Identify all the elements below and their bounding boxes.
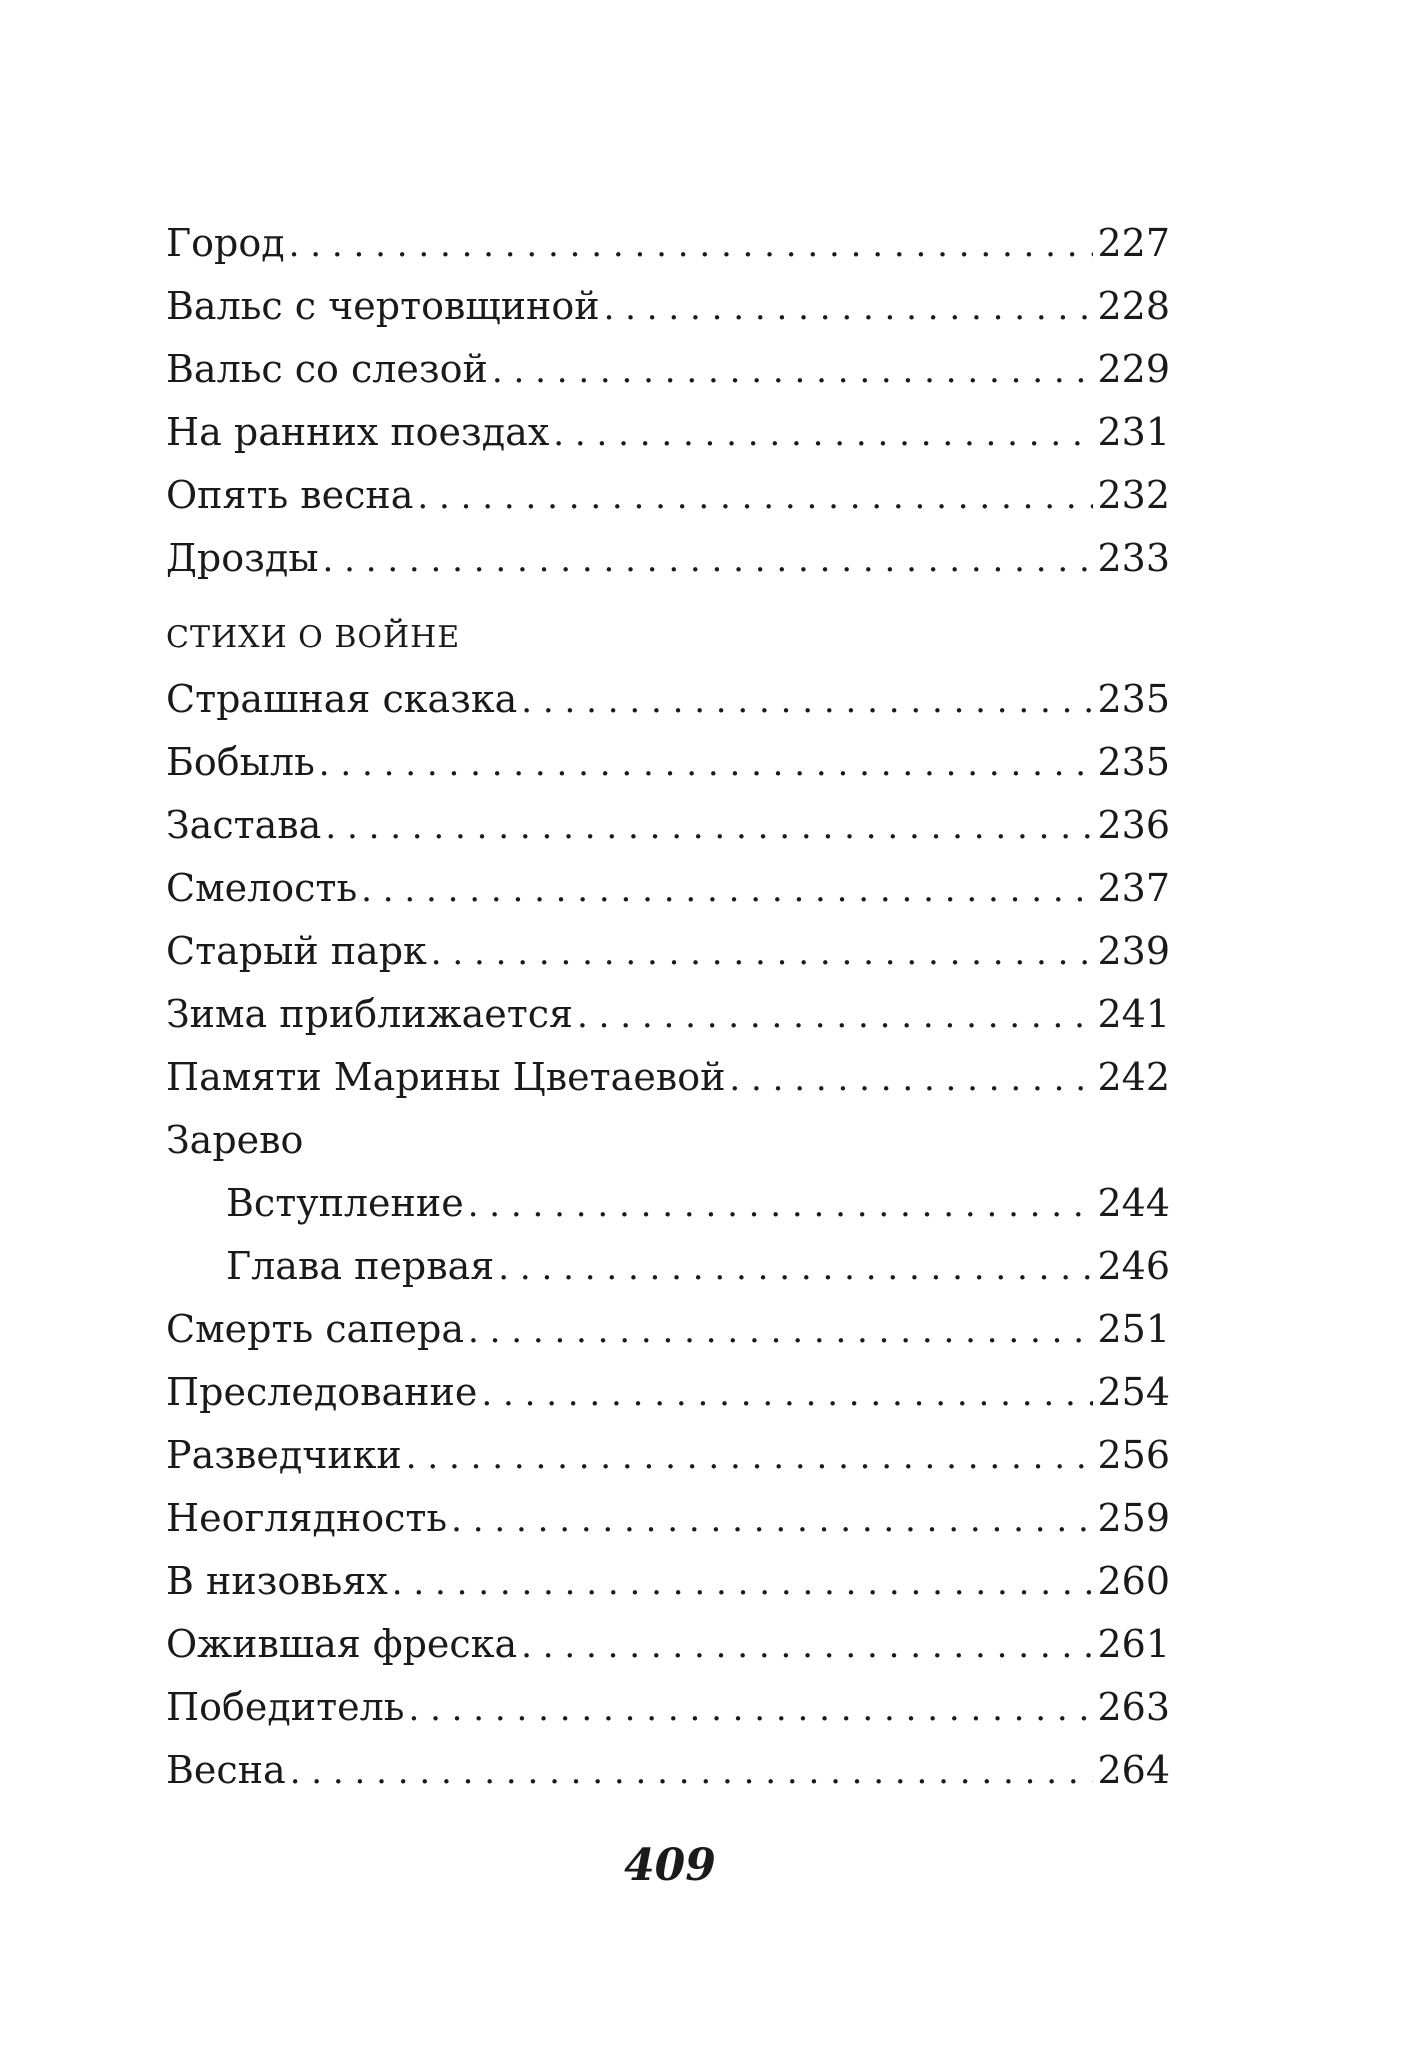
toc-entry xyxy=(166,1046,1170,1109)
dot-leader xyxy=(325,796,1093,859)
toc-entry xyxy=(166,464,1170,527)
toc-entry-page: 241 xyxy=(1097,992,1170,1036)
toc-entry-page: 256 xyxy=(1097,1433,1170,1477)
dot-leader xyxy=(481,1363,1093,1426)
toc-entry-title: В низовьях xyxy=(166,1559,388,1603)
toc-subentry xyxy=(166,1172,1170,1235)
dot-leader xyxy=(289,214,1094,277)
toc-entry-title: Вступление xyxy=(226,1181,464,1225)
dot-leader xyxy=(604,277,1094,340)
toc-entry-page: 235 xyxy=(1097,677,1170,721)
toc-entry xyxy=(166,275,1170,338)
toc-entry xyxy=(166,527,1170,590)
dot-leader xyxy=(319,733,1094,796)
page-number: 409 xyxy=(624,1840,716,1891)
toc-entry-title: Вальс со слезой xyxy=(166,347,488,391)
toc-entry xyxy=(166,857,1170,920)
toc-entry xyxy=(166,1487,1170,1550)
toc-entry-page: 242 xyxy=(1097,1055,1170,1099)
dot-leader xyxy=(406,1426,1094,1489)
dot-leader xyxy=(729,1048,1093,1111)
toc-entry-page: 233 xyxy=(1097,536,1170,580)
toc-entry-page: 232 xyxy=(1097,473,1170,517)
toc-entry-title: Бобыль xyxy=(166,740,315,784)
toc-entry-page: 227 xyxy=(1097,221,1170,265)
toc-entry xyxy=(166,212,1170,275)
toc-entry-page: 236 xyxy=(1097,803,1170,847)
toc-entry-title: Неоглядность xyxy=(166,1496,448,1540)
dot-leader xyxy=(408,1678,1093,1741)
toc-entry-title: На ранних поездах xyxy=(166,410,550,454)
toc-entry xyxy=(166,983,1170,1046)
dot-leader xyxy=(322,529,1093,592)
toc-entry xyxy=(166,1613,1170,1676)
toc-entry-page: 235 xyxy=(1097,740,1170,784)
toc-entry-title: Памяти Марины Цветаевой xyxy=(166,1055,726,1099)
toc-entry-page: 259 xyxy=(1097,1496,1170,1540)
dot-leader xyxy=(468,1300,1093,1363)
toc-entry-title: Разведчики xyxy=(166,1433,402,1477)
dot-leader xyxy=(577,985,1093,1048)
toc-entry-title: Страшная сказка xyxy=(166,677,518,721)
toc-entry-title: Ожившая фреска xyxy=(166,1622,518,1666)
dot-leader xyxy=(553,403,1093,466)
toc-entry-page: 251 xyxy=(1097,1307,1170,1351)
toc-entry-page: 254 xyxy=(1097,1370,1170,1414)
dot-leader xyxy=(498,1237,1093,1300)
toc-entry xyxy=(166,731,1170,794)
table-of-contents xyxy=(166,212,1170,1802)
dot-leader xyxy=(290,1741,1094,1804)
toc-entry-page: 246 xyxy=(1097,1244,1170,1288)
toc-entry xyxy=(166,338,1170,401)
toc-entry-page: 244 xyxy=(1097,1181,1170,1225)
toc-entry xyxy=(166,1361,1170,1424)
toc-entry-title: Зима приближается xyxy=(166,992,573,1036)
toc-entry-title: Город xyxy=(166,221,285,265)
dot-leader xyxy=(492,340,1094,403)
toc-entry xyxy=(166,1739,1170,1802)
toc-entry-title: Смелость xyxy=(166,866,358,910)
toc-entry-title: Глава первая xyxy=(226,1244,495,1288)
toc-entry xyxy=(166,1424,1170,1487)
toc-entry xyxy=(166,1550,1170,1613)
toc-entry-page: 237 xyxy=(1097,866,1170,910)
toc-entry-page: 228 xyxy=(1097,284,1170,328)
dot-leader xyxy=(392,1552,1094,1615)
toc-entry-title: Опять весна xyxy=(166,473,414,517)
toc-entry-title: Весна xyxy=(166,1748,286,1792)
toc-entry-page: 239 xyxy=(1097,929,1170,973)
toc-entry-page: 229 xyxy=(1097,347,1170,391)
dot-leader xyxy=(521,670,1093,733)
toc-entry-title: Смерть сапера xyxy=(166,1307,464,1351)
section-heading: СТИХИ О ВОЙНЕ xyxy=(166,620,461,655)
dot-leader xyxy=(521,1615,1093,1678)
dot-leader xyxy=(468,1174,1094,1237)
toc-group-title: Зарево xyxy=(166,1118,304,1162)
toc-entry-title: Застава xyxy=(166,803,322,847)
dot-leader xyxy=(361,859,1093,922)
toc-entry xyxy=(166,401,1170,464)
toc-entry xyxy=(166,920,1170,983)
dot-leader xyxy=(451,1489,1093,1552)
toc-entry-title: Дрозды xyxy=(166,536,319,580)
toc-entry xyxy=(166,668,1170,731)
toc-entry-page: 260 xyxy=(1097,1559,1170,1603)
toc-entry-title: Победитель xyxy=(166,1685,405,1729)
toc-entry xyxy=(166,1676,1170,1739)
toc-entry-page: 231 xyxy=(1097,410,1170,454)
toc-entry-page: 263 xyxy=(1097,1685,1170,1729)
toc-entry xyxy=(166,794,1170,857)
toc-entry-page: 264 xyxy=(1097,1748,1170,1792)
toc-entry xyxy=(166,1298,1170,1361)
dot-leader xyxy=(431,922,1094,985)
toc-entry-title: Преследование xyxy=(166,1370,478,1414)
toc-entry-page: 261 xyxy=(1097,1622,1170,1666)
toc-entry-title: Вальс с чертовщиной xyxy=(166,284,600,328)
toc-entry-title: Старый парк xyxy=(166,929,427,973)
dot-leader xyxy=(417,466,1093,529)
toc-subentry xyxy=(166,1235,1170,1298)
